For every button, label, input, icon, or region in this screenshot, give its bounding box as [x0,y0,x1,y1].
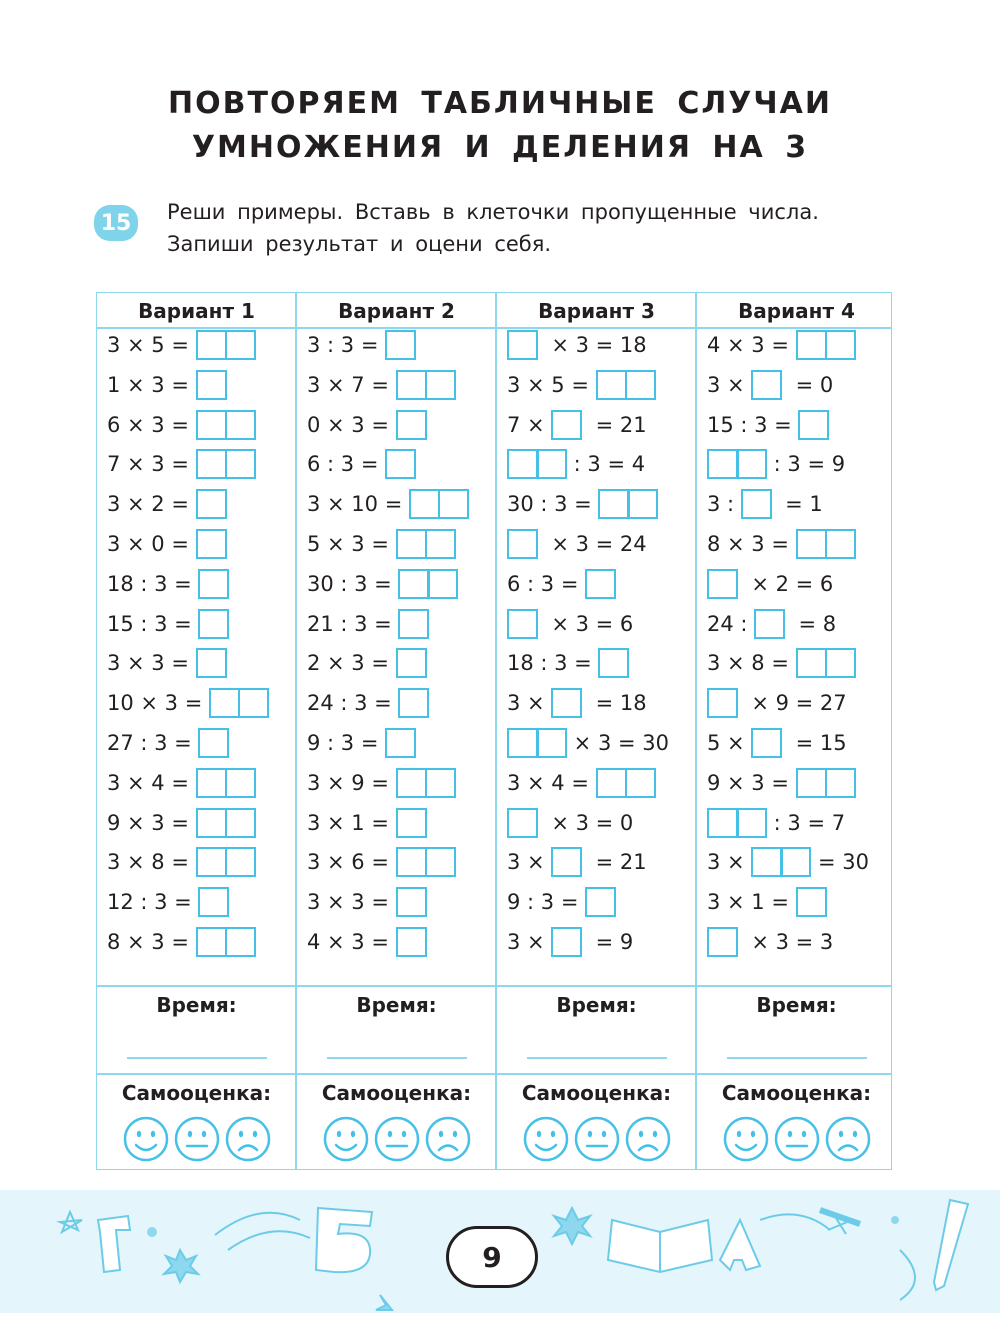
exercise-row [307,766,456,800]
exercise-row [507,447,645,481]
exercise-row [307,845,456,879]
expression-text: 3 × [507,930,552,954]
answer-cell-single[interactable] [196,370,227,400]
time-answer-line[interactable] [327,1057,467,1059]
exercise-row [107,845,256,879]
exercise-row [507,487,658,521]
answer-cell-single[interactable] [196,648,227,678]
self-assessment-faces [297,1115,496,1163]
answer-cell-double[interactable] [796,529,856,559]
expression-text: : 3 = 9 [767,452,846,477]
time-label: Время: [756,993,837,1017]
expression-text: 15 : 3 = [707,412,799,437]
exercise-row [107,328,256,362]
exercise-row [307,368,456,402]
exercise-row [107,885,229,919]
exercise-row [507,646,629,680]
expression-text: 9 : 3 = [507,890,586,915]
exercise-row [507,726,669,760]
expression-text: 4 × 3 = [307,930,396,954]
exercise-row [107,806,256,840]
exercise-row [707,607,836,641]
time-answer-line[interactable] [127,1057,267,1059]
sad-face-icon[interactable] [624,1115,672,1163]
answer-cell-double[interactable] [707,808,767,838]
answer-cell-single[interactable] [796,887,827,917]
expression-text: 3 × 4 = [507,770,596,795]
expression-text: 0 × 3 = [307,412,396,437]
answer-cell-single[interactable] [396,648,427,678]
expression-text: 30 : 3 = [507,492,599,517]
expression-text: × 3 = 3 [738,930,834,954]
answer-cell-single[interactable] [707,688,738,718]
variant-header: Вариант 2 [338,299,455,323]
expression-text: = 9 [582,930,634,954]
exercise-row [307,806,427,840]
exercise-row [707,328,856,362]
answer-cell-single[interactable] [585,569,616,599]
expression-text: 3 × 3 = [307,890,396,915]
neutral-face-icon[interactable] [773,1115,821,1163]
expression-text: 3 × 1 = [307,810,396,835]
exercise-row [307,925,427,959]
answer-cell-single[interactable] [398,609,429,639]
exercise-row [107,686,269,720]
expression-text: 5 × 3 = [307,532,396,556]
answer-cell-single[interactable] [198,609,229,639]
exercise-row [707,408,829,442]
answer-cell-single[interactable] [396,887,427,917]
answer-cell-single[interactable] [798,410,829,440]
task-instruction-line-2: Запиши результат и оцени себя. [167,232,552,256]
exercise-row [707,885,827,919]
answer-cell-double[interactable] [396,529,456,559]
answer-cell-double[interactable] [196,768,256,798]
expression-text: = 0 [782,372,834,397]
expression-text: 3 × 1 = [707,890,796,915]
exercise-row [507,766,656,800]
answer-cell-double[interactable] [398,569,458,599]
expression-text: 3 × 2 = [107,492,196,517]
title-line-2: УМНОЖЕНИЯ И ДЕЛЕНИЯ НА 3 [191,130,809,165]
task-instruction-line-1: Реши примеры. Вставь в клеточки пропущенные числа. [167,200,819,224]
answer-cell-double[interactable] [596,370,656,400]
answer-cell-double[interactable] [196,330,256,360]
answer-cell-double[interactable] [507,449,567,479]
exercise-row [707,527,856,561]
answer-cell-double[interactable] [196,927,256,957]
exercise-row [507,527,647,561]
expression-text: 30 : 3 = [307,571,399,596]
expression-text: 21 : 3 = [307,611,399,636]
answer-cell-single[interactable] [507,808,538,838]
exercise-row [707,766,856,800]
expression-text: 3 × 5 = [507,372,596,397]
exercise-row [307,567,458,601]
expression-text: 3 × 6 = [307,850,396,875]
exercise-row [707,686,847,720]
expression-text: 3 × [507,691,552,716]
exercise-row [107,447,256,481]
answer-cell-double[interactable] [796,768,856,798]
answer-cell-single[interactable] [598,648,629,678]
answer-cell-double[interactable] [196,808,256,838]
time-answer-line[interactable] [527,1057,667,1059]
answer-cell-single[interactable] [396,808,427,838]
exercise-row [707,925,833,959]
exercise-row [307,726,416,760]
exercise-row [707,368,833,402]
answer-cell-single[interactable] [754,609,785,639]
self-assessment-faces [497,1115,696,1163]
self-assessment-label: Самооценка: [521,1081,672,1105]
expression-text: = 18 [582,691,647,716]
answer-cell-single[interactable] [707,569,738,599]
self-assessment-label: Самооценка: [121,1081,272,1105]
exercise-row [107,368,227,402]
time-answer-line[interactable] [727,1057,867,1059]
neutral-face-icon[interactable] [173,1115,221,1163]
answer-cell-single[interactable] [507,609,538,639]
happy-face-icon[interactable] [522,1115,570,1163]
answer-cell-single[interactable] [196,529,227,559]
answer-cell-single[interactable] [398,688,429,718]
exercise-row [707,806,845,840]
expression-text: 9 × 3 = [707,770,796,795]
exercise-row [307,646,427,680]
exercise-row [307,408,427,442]
neutral-face-icon[interactable] [373,1115,421,1163]
expression-text: 9 × 3 = [107,810,196,835]
answer-cell-double[interactable] [209,688,269,718]
expression-text: 10 × 3 = [107,691,209,716]
expression-text: 3 × 8 = [107,850,196,875]
answer-cell-double[interactable] [396,768,456,798]
answer-cell-double[interactable] [396,370,456,400]
answer-cell-double[interactable] [396,847,456,877]
exercise-row [307,328,416,362]
expression-text: × 3 = 18 [538,333,647,357]
expression-text: 2 × 3 = [307,651,396,676]
answer-cell-single[interactable] [741,489,772,519]
time-label: Время: [356,993,437,1017]
self-assessment-faces [697,1115,896,1163]
exercise-row [307,527,456,561]
expression-text: × 3 = 24 [538,532,647,556]
expression-text: × 3 = 6 [538,611,634,636]
answer-cell-double[interactable] [707,449,767,479]
answer-cell-single[interactable] [751,370,782,400]
exercise-row [107,646,227,680]
exercise-row [107,766,256,800]
exercise-row [707,646,856,680]
exercise-row [707,845,869,879]
expression-text: 12 : 3 = [107,890,199,915]
exercise-table [96,292,892,1170]
exercise-row [307,447,416,481]
answer-cell-double[interactable] [796,648,856,678]
answer-cell-single[interactable] [396,927,427,957]
exercise-row [507,567,616,601]
expression-text: 3 : 3 = [307,333,386,357]
exercise-row [107,527,227,561]
expression-text: × 3 = 30 [567,731,669,755]
expression-text: 3 × 9 = [307,770,396,795]
exercise-row [707,487,823,521]
happy-face-icon[interactable] [122,1115,170,1163]
expression-text: 3 : [707,492,741,517]
exercise-row [507,368,656,402]
exercise-row [107,925,256,959]
happy-face-icon[interactable] [322,1115,370,1163]
exercise-row [307,686,429,720]
exercise-row [707,726,847,760]
expression-text: 18 : 3 = [507,651,599,676]
answer-cell-single[interactable] [507,330,538,360]
expression-text: 18 : 3 = [107,571,199,596]
answer-cell-single[interactable] [385,449,416,479]
expression-text: 3 × 0 = [107,532,196,556]
variant-header: Вариант 4 [738,299,855,323]
answer-cell-single[interactable] [585,887,616,917]
answer-cell-single[interactable] [751,728,782,758]
answer-cell-single[interactable] [551,410,582,440]
expression-text: 3 × 8 = [707,651,796,676]
expression-text: 3 × [507,850,552,875]
expression-text: 15 : 3 = [107,611,199,636]
time-label: Время: [556,993,637,1017]
exercise-row [107,726,229,760]
answer-cell-single[interactable] [196,489,227,519]
expression-text: 3 × 4 = [107,770,196,795]
answer-cell-double[interactable] [409,489,469,519]
variant-header: Вариант 3 [538,299,655,323]
time-label: Время: [156,993,237,1017]
expression-text: : 3 = 7 [767,810,846,835]
expression-text: = 1 [771,492,823,517]
exercise-row [107,408,256,442]
page-number: 9 [446,1226,538,1288]
answer-cell-double[interactable] [196,410,256,440]
expression-text: 27 : 3 = [107,731,199,755]
expression-text: 5 × [707,731,752,755]
answer-cell-double[interactable] [196,449,256,479]
variant-header: Вариант 1 [138,299,255,323]
expression-text: 8 × 3 = [707,532,796,556]
expression-text: = 30 [811,850,869,875]
expression-text: 7 × 3 = [107,452,196,477]
exercise-row [107,567,229,601]
answer-cell-single[interactable] [198,728,229,758]
expression-text: 3 × 10 = [307,492,409,517]
answer-cell-single[interactable] [551,847,582,877]
answer-cell-single[interactable] [198,887,229,917]
expression-text: : 3 = 4 [567,452,646,477]
exercise-row [507,408,647,442]
exercise-row [507,845,647,879]
sad-face-icon[interactable] [424,1115,472,1163]
expression-text: = 15 [782,731,847,755]
expression-text: 1 × 3 = [107,372,196,397]
exercise-row [307,607,429,641]
title-line-1: ПОВТОРЯЕМ ТАБЛИЧНЫЕ СЛУЧАИ [168,86,832,121]
answer-cell-double[interactable] [598,489,658,519]
expression-text: × 2 = 6 [738,571,834,596]
answer-cell-double[interactable] [507,728,567,758]
answer-cell-single[interactable] [396,410,427,440]
happy-face-icon[interactable] [722,1115,770,1163]
exercise-row [507,686,647,720]
expression-text: × 9 = 27 [738,691,847,716]
exercise-row [507,925,633,959]
expression-text: 3 × 5 = [107,333,196,357]
expression-text: 24 : 3 = [307,691,399,716]
expression-text: 9 : 3 = [307,731,386,755]
expression-text: 3 × 7 = [307,372,396,397]
expression-text: 3 × [707,850,752,875]
answer-cell-single[interactable] [385,330,416,360]
answer-cell-double[interactable] [196,847,256,877]
exercise-row [707,447,845,481]
answer-cell-single[interactable] [385,728,416,758]
neutral-face-icon[interactable] [573,1115,621,1163]
expression-text: 6 : 3 = [307,452,386,477]
self-assessment-label: Самооценка: [721,1081,872,1105]
answer-cell-single[interactable] [198,569,229,599]
sad-face-icon[interactable] [224,1115,272,1163]
answer-cell-single[interactable] [507,529,538,559]
expression-text: 7 × [507,412,552,437]
expression-text: = 8 [785,611,837,636]
exercise-row [507,328,647,362]
exercise-row [707,567,833,601]
task-number-badge: 15 [94,205,138,241]
answer-cell-single[interactable] [551,927,582,957]
expression-text: = 21 [582,850,647,875]
answer-cell-double[interactable] [796,330,856,360]
expression-text: 3 × 3 = [107,651,196,676]
expression-text: 6 × 3 = [107,412,196,437]
expression-text: 6 : 3 = [507,571,586,596]
expression-text: × 3 = 0 [538,810,634,835]
exercise-row [507,885,616,919]
expression-text: 4 × 3 = [707,333,796,357]
expression-text: 3 × [707,372,752,397]
expression-text: 8 × 3 = [107,930,196,954]
sad-face-icon[interactable] [824,1115,872,1163]
expression-text: = 21 [582,412,647,437]
exercise-row [507,607,633,641]
answer-cell-single[interactable] [707,927,738,957]
exercise-row [107,607,229,641]
exercise-row [507,806,633,840]
expression-text: 24 : [707,611,755,636]
exercise-row [107,487,227,521]
exercise-row [307,487,469,521]
answer-cell-single[interactable] [551,688,582,718]
self-assessment-label: Самооценка: [321,1081,472,1105]
exercise-row [307,885,427,919]
self-assessment-faces [97,1115,296,1163]
answer-cell-double[interactable] [596,768,656,798]
answer-cell-double[interactable] [751,847,811,877]
